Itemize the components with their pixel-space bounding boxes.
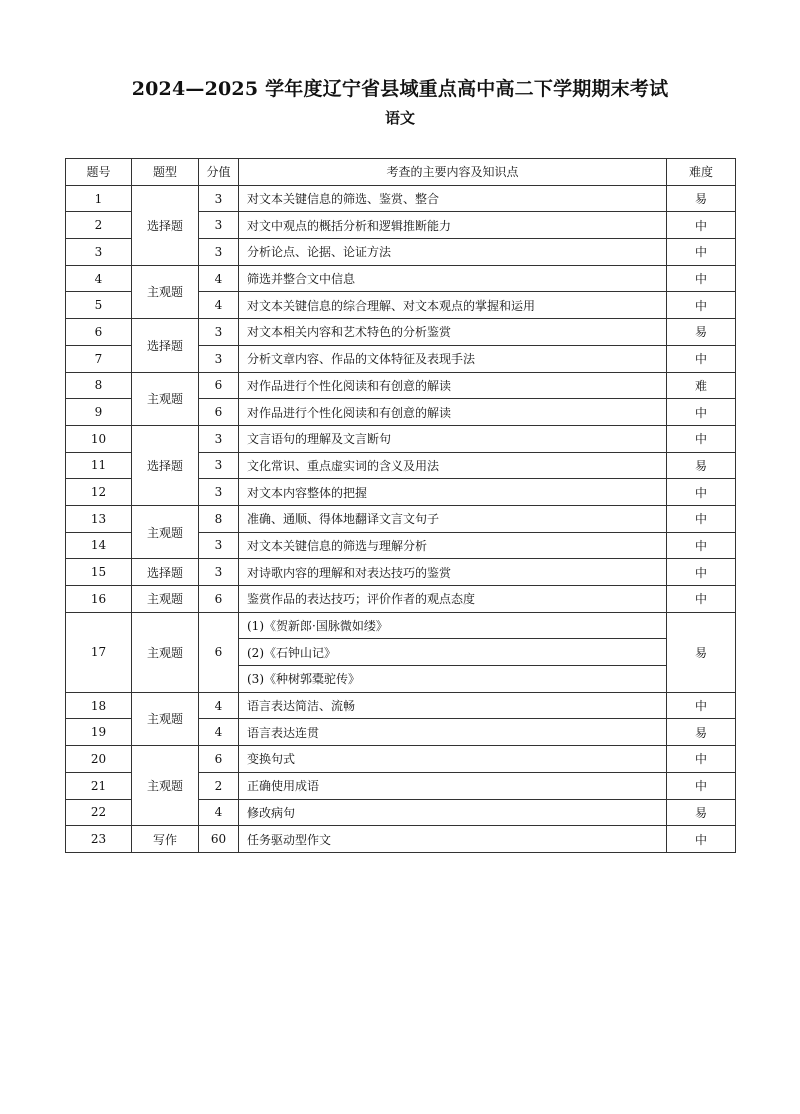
- question-content: 对文本关键信息的综合理解、对文本观点的掌握和运用: [239, 292, 667, 319]
- question-score: 4: [199, 692, 239, 719]
- question-number: 16: [66, 586, 132, 613]
- column-header-type: 题型: [132, 159, 199, 186]
- question-type: 主观题: [132, 505, 199, 558]
- question-number: 9: [66, 399, 132, 426]
- question-score: 3: [199, 452, 239, 479]
- question-score: 3: [199, 185, 239, 212]
- question-number: 5: [66, 292, 132, 319]
- table-header-row: [66, 159, 736, 186]
- question-score: 3: [199, 532, 239, 559]
- question-score: 60: [199, 826, 239, 853]
- question-number: 15: [66, 559, 132, 586]
- document-title: 2024—2025 学年度辽宁省县域重点高中高二下学期期末考试: [131, 78, 669, 100]
- question-content: (2)《石钟山记》: [239, 639, 667, 666]
- question-difficulty: 中: [667, 345, 736, 372]
- table-row: [66, 559, 736, 586]
- question-number: 13: [66, 505, 132, 532]
- question-number: 2: [66, 212, 132, 239]
- question-content: 修改病句: [239, 799, 667, 826]
- question-content: 对文中观点的概括分析和逻辑推断能力: [239, 212, 667, 239]
- question-difficulty: 中: [667, 586, 736, 613]
- table-row: [66, 372, 736, 399]
- question-content: 分析论点、论据、论证方法: [239, 239, 667, 266]
- question-difficulty: 易: [667, 719, 736, 746]
- question-score: 3: [199, 345, 239, 372]
- question-difficulty: 中: [667, 532, 736, 559]
- table-row: [66, 265, 736, 292]
- table-row: [66, 826, 736, 853]
- question-score: 6: [199, 612, 239, 692]
- question-difficulty: 易: [667, 185, 736, 212]
- question-type: 主观题: [132, 372, 199, 425]
- question-score: 3: [199, 479, 239, 506]
- question-score: 4: [199, 799, 239, 826]
- question-difficulty: 中: [667, 505, 736, 532]
- question-content: 对作品进行个性化阅读和有创意的解读: [239, 399, 667, 426]
- question-content: 对诗歌内容的理解和对表达技巧的鉴赏: [239, 559, 667, 586]
- question-difficulty: 易: [667, 452, 736, 479]
- column-header-content: 考查的主要内容及知识点: [239, 159, 667, 186]
- question-content: 对作品进行个性化阅读和有创意的解读: [239, 372, 667, 399]
- question-number: 4: [66, 265, 132, 292]
- question-score: 4: [199, 719, 239, 746]
- question-number: 6: [66, 319, 132, 346]
- question-difficulty: 中: [667, 239, 736, 266]
- question-number: 11: [66, 452, 132, 479]
- question-content: 分析文章内容、作品的文体特征及表现手法: [239, 345, 667, 372]
- question-score: 6: [199, 372, 239, 399]
- question-type: 主观题: [132, 746, 199, 826]
- question-type: 主观题: [132, 586, 199, 613]
- question-number: 21: [66, 772, 132, 799]
- document-subject: 语文: [384, 109, 415, 127]
- question-type: 选择题: [132, 185, 199, 265]
- question-score: 3: [199, 212, 239, 239]
- question-difficulty: 中: [667, 265, 736, 292]
- question-number: 23: [66, 826, 132, 853]
- question-score: 6: [199, 746, 239, 773]
- question-content: (1)《贺新郎·国脉微如缕》: [239, 612, 667, 639]
- question-difficulty: 易: [667, 799, 736, 826]
- table-row: [66, 612, 736, 639]
- question-number: 18: [66, 692, 132, 719]
- question-score: 3: [199, 239, 239, 266]
- question-type: 主观题: [132, 265, 199, 318]
- table-row: [66, 505, 736, 532]
- question-type: 选择题: [132, 319, 199, 372]
- question-score: 6: [199, 586, 239, 613]
- question-number: 10: [66, 425, 132, 452]
- question-type: 写作: [132, 826, 199, 853]
- question-type: 选择题: [132, 559, 199, 586]
- table-row: [66, 185, 736, 212]
- question-score: 6: [199, 399, 239, 426]
- question-score: 3: [199, 425, 239, 452]
- question-score: 3: [199, 319, 239, 346]
- question-content: 对文本相关内容和艺术特色的分析鉴赏: [239, 319, 667, 346]
- question-content: 对文本关键信息的筛选、鉴赏、整合: [239, 185, 667, 212]
- question-content: 鉴赏作品的表达技巧；评价作者的观点态度: [239, 586, 667, 613]
- question-score: 3: [199, 559, 239, 586]
- question-difficulty: 中: [667, 692, 736, 719]
- question-content: 准确、通顺、得体地翻译文言文句子: [239, 505, 667, 532]
- question-content: (3)《种树郭橐驼传》: [239, 666, 667, 693]
- question-score: 2: [199, 772, 239, 799]
- question-number: 8: [66, 372, 132, 399]
- question-type: 主观题: [132, 612, 199, 692]
- table-row: [66, 746, 736, 773]
- question-number: 20: [66, 746, 132, 773]
- question-content: 文化常识、重点虚实词的含义及用法: [239, 452, 667, 479]
- column-header-number: 题号: [66, 159, 132, 186]
- question-number: 17: [66, 612, 132, 692]
- question-difficulty: 中: [667, 292, 736, 319]
- question-type: 选择题: [132, 425, 199, 505]
- column-header-score: 分值: [199, 159, 239, 186]
- question-number: 19: [66, 719, 132, 746]
- question-difficulty: 中: [667, 399, 736, 426]
- question-content: 任务驱动型作文: [239, 826, 667, 853]
- question-content: 对文本关键信息的筛选与理解分析: [239, 532, 667, 559]
- question-difficulty: 中: [667, 772, 736, 799]
- question-content: 语言表达连贯: [239, 719, 667, 746]
- question-difficulty: 中: [667, 559, 736, 586]
- table-row: [66, 692, 736, 719]
- question-difficulty: 中: [667, 425, 736, 452]
- table-row: [66, 425, 736, 452]
- question-content: 文言语句的理解及文言断句: [239, 425, 667, 452]
- question-score: 4: [199, 265, 239, 292]
- question-number: 3: [66, 239, 132, 266]
- question-number: 12: [66, 479, 132, 506]
- question-number: 1: [66, 185, 132, 212]
- question-difficulty: 易: [667, 612, 736, 692]
- table-row: [66, 319, 736, 346]
- question-content: 语言表达简洁、流畅: [239, 692, 667, 719]
- question-number: 7: [66, 345, 132, 372]
- question-content: 筛选并整合文中信息: [239, 265, 667, 292]
- question-content: 变换句式: [239, 746, 667, 773]
- question-score: 4: [199, 292, 239, 319]
- column-header-difficulty: 难度: [667, 159, 736, 186]
- question-content: 正确使用成语: [239, 772, 667, 799]
- question-score: 8: [199, 505, 239, 532]
- question-difficulty: 中: [667, 479, 736, 506]
- question-difficulty: 难: [667, 372, 736, 399]
- question-difficulty: 中: [667, 212, 736, 239]
- question-difficulty: 中: [667, 826, 736, 853]
- question-difficulty: 易: [667, 319, 736, 346]
- question-type: 主观题: [132, 692, 199, 745]
- question-number: 14: [66, 532, 132, 559]
- exam-spec-table: [65, 158, 736, 853]
- question-difficulty: 中: [667, 746, 736, 773]
- question-number: 22: [66, 799, 132, 826]
- table-row: [66, 586, 736, 613]
- question-content: 对文本内容整体的把握: [239, 479, 667, 506]
